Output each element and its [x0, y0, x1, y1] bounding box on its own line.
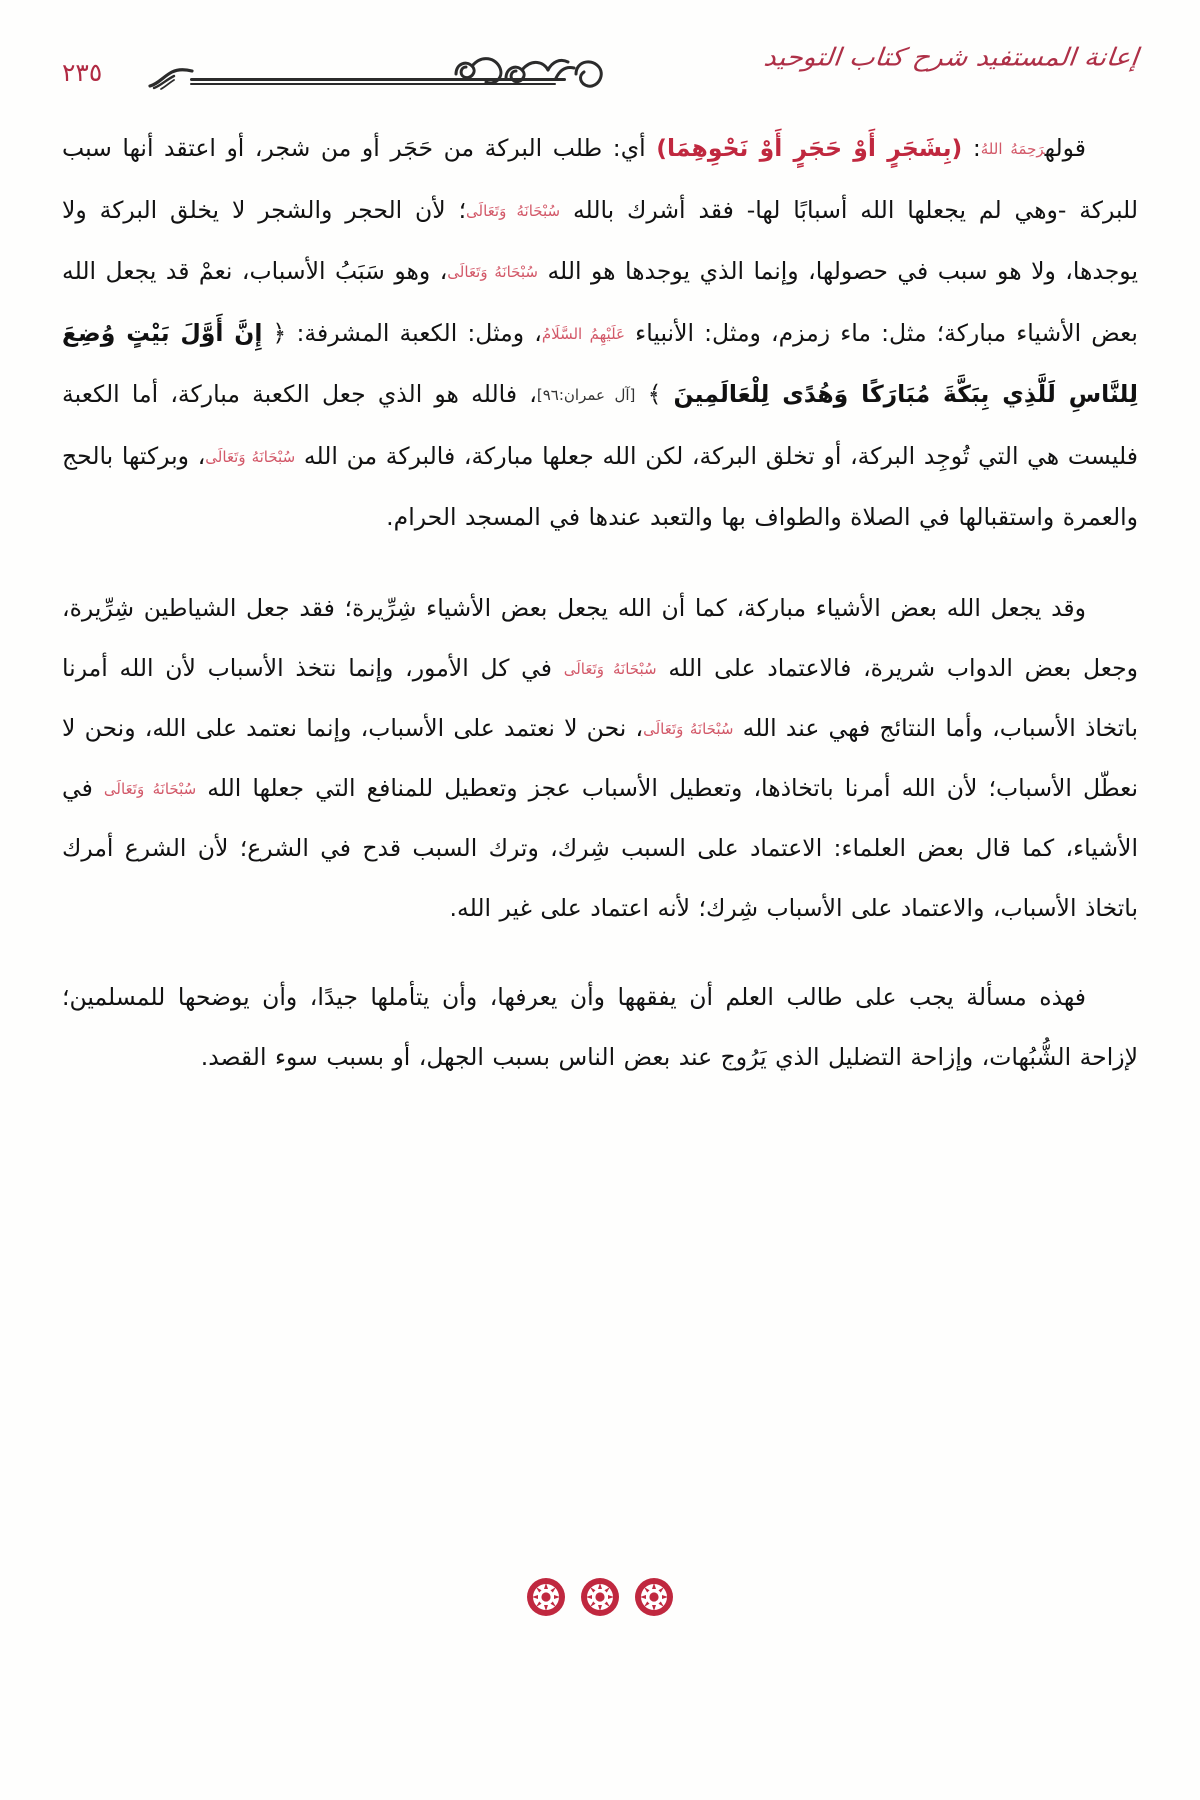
ayah-open-bracket: ﴿	[272, 318, 287, 347]
bottom-ornament	[0, 1576, 1200, 1618]
honorific-subhanahu-6: سُبْحَانَهُ وَتَعَالَى	[103, 779, 197, 798]
page-header	[62, 0, 1138, 118]
p1-segment-6: ، وبركتها بالحج والعمرة واستقبالها في الصلاة والطواف بها والتعبد عندها في المسجد الحرام.	[62, 441, 1138, 532]
page-number: ٢٣٥	[62, 58, 103, 87]
p1-segment-4: ، ومثل: الكعبة المشرفة:	[296, 318, 542, 347]
honorific-subhanahu-3: سُبْحَانَهُ وَتَعَالَى	[205, 447, 296, 466]
p3-text: فهذه مسألة يجب على طالب العلم أن يفقهها وأن يعرفها، وأن يتأملها جيدًا، وأن يوضحها للمسلمين؛ لإزاحة الشُّبُهات، وإزاحة التضليل الذي يَرُوج عند بعض الناس بسبب الجهل، أو بسبب سوء القصد.	[62, 983, 1138, 1072]
rosette-ornament-icon	[633, 1576, 675, 1618]
page-content	[62, 118, 1138, 1088]
rosette-ornament-icon	[579, 1576, 621, 1618]
quran-reference: [آل عمران:٩٦]	[536, 386, 636, 405]
p1-segment-5: ، فالله هو الذي جعل الكعبة مباركة، أما الكعبة فليست هي التي تُوجِد البركة، أو تخلق البركة، لكن الله جعلها مباركة، فالبركة من الله	[62, 380, 1138, 470]
flourish-icon	[148, 62, 196, 92]
p1-segment-1: أي: طلب البركة من حَجَر أو من شجر، أو اعتقد أنها سبب للبركة -وهي لم يجعلها الله أسبابًا لها- فقد أشرك بالله	[62, 134, 1138, 224]
honorific-rahimahullah: رَحِمَهُ اللهُ	[980, 140, 1045, 158]
p2-segment-4: في الأشياء، كما قال بعض العلماء: الاعتماد على السبب شِرك، وترك السبب قدح في الشرع؛ لأن الشرع أمرك باتخاذ الأسباب، والاعتماد على الأسباب شِرك؛ لأنه اعتماد على غير الله.	[62, 773, 1138, 922]
matn-quote: (بِشَجَرٍ أَوْ حَجَرٍ أَوْ نَحْوِهِمَا)	[656, 134, 963, 162]
header-inner	[62, 0, 1138, 118]
header-title: إعانة المستفيد شرح كتاب التوحيد	[762, 43, 1140, 72]
honorific-subhanahu-4: سُبْحَانَهُ وَتَعَالَى	[563, 659, 657, 678]
honorific-subhanahu-1: سُبْحَانَهُ وَتَعَالَى	[466, 201, 561, 220]
quran-ayah-text: إِنَّ أَوَّلَ بَيْتٍ وُضِعَ لِلنَّاسِ لَلَّذِي بِبَكَّةَ مُبَارَكًا وَهُدًى لِلْعَالَمِينَ	[62, 318, 1138, 409]
paragraph-1: قولهرَحِمَهُ اللهُ: (بِشَجَرٍ أَوْ حَجَرٍ أَوْ نَحْوِهِمَا) أي: طلب البركة من حَجَر أو من شجر، أو اعتقد أنها سبب للبركة -وهي لم يجعلها الله أسبابًا لها- فقد أشرك بالله سُبْحَانَهُ وَتَعَالَى؛ لأن الحجر والشجر لا يخلق البركة ولا يوجدها، ولا هو سبب في حصولها، وإنما الذي يوجدها هو الله سُبْحَانَهُ وَتَعَالَى، وهو سَبَبُ الأسباب، نعمْ قد يجعل الله بعض الأشياء مباركة؛ مثل: ماء زمزم، ومثل: الأنبياء عَلَيْهِمُ السَّلَامُ، ومثل: الكعبة المشرفة: ﴿ إِنَّ أَوَّلَ بَيْتٍ وُضِعَ لِلنَّاسِ لَلَّذِي بِبَكَّةَ مُبَارَكًا وَهُدًى لِلْعَالَمِينَ ﴾ [آل عمران:٩٦]، فالله هو الذي جعل الكعبة مباركة، أما الكعبة فليست هي التي تُوجِد البركة، أو تخلق البركة، لكن الله جعلها مباركة، فالبركة من الله سُبْحَانَهُ وَتَعَالَى، وبركتها بالحج والعمرة واستقبالها في الصلاة والطواف بها والتعبد عندها في المسجد الحرام.	[62, 134, 1138, 532]
rosette-ornament-icon	[525, 1576, 567, 1618]
p2-segment-1: وقد يجعل الله بعض الأشياء مباركة، كما أن الله يجعل بعض الأشياء شِرِّيرة؛ فقد جعل الشياطين شِرِّيرة، وجعل بعض الدواب شريرة، فالاعتماد على الله	[62, 593, 1138, 682]
p1-segment-2: ؛ لأن الحجر والشجر لا يخلق البركة ولا يوجدها، ولا هو سبب في حصولها، وإنما الذي يوجدها هو الله	[62, 195, 1138, 286]
qawluhu-label: قوله	[1044, 134, 1086, 162]
honorific-subhanahu-2: سُبْحَانَهُ وَتَعَالَى	[447, 263, 538, 282]
p1-segment-3: ، وهو سَبَبُ الأسباب، نعمْ قد يجعل الله بعض الأشياء مباركة؛ مثل: ماء زمزم، ومثل: الأنبياء	[62, 257, 1138, 347]
honorific-subhanahu-5: سُبْحَانَهُ وَتَعَالَى	[643, 719, 734, 738]
p2-segment-3: ، نحن لا نعتمد على الأسباب، وإنما نعتمد على الله، ونحن لا نعطّل الأسباب؛ لأن الله أمرنا باتخاذها، وتعطيل الأسباب عجز وتعطيل للمنافع التي جعلها الله	[62, 713, 1138, 802]
p2-segment-2: في كل الأمور، وإنما نتخذ الأسباب لأن الله أمرنا باتخاذ الأسباب، وأما النتائج فهي عند الله	[62, 653, 1138, 742]
honorific-alayhimussalam: عَلَيْهِمُ السَّلَامُ	[541, 324, 625, 343]
paragraph-3	[62, 968, 1138, 1088]
ayah-close-bracket: ﴾	[647, 380, 662, 409]
paragraph-2	[62, 579, 1138, 939]
